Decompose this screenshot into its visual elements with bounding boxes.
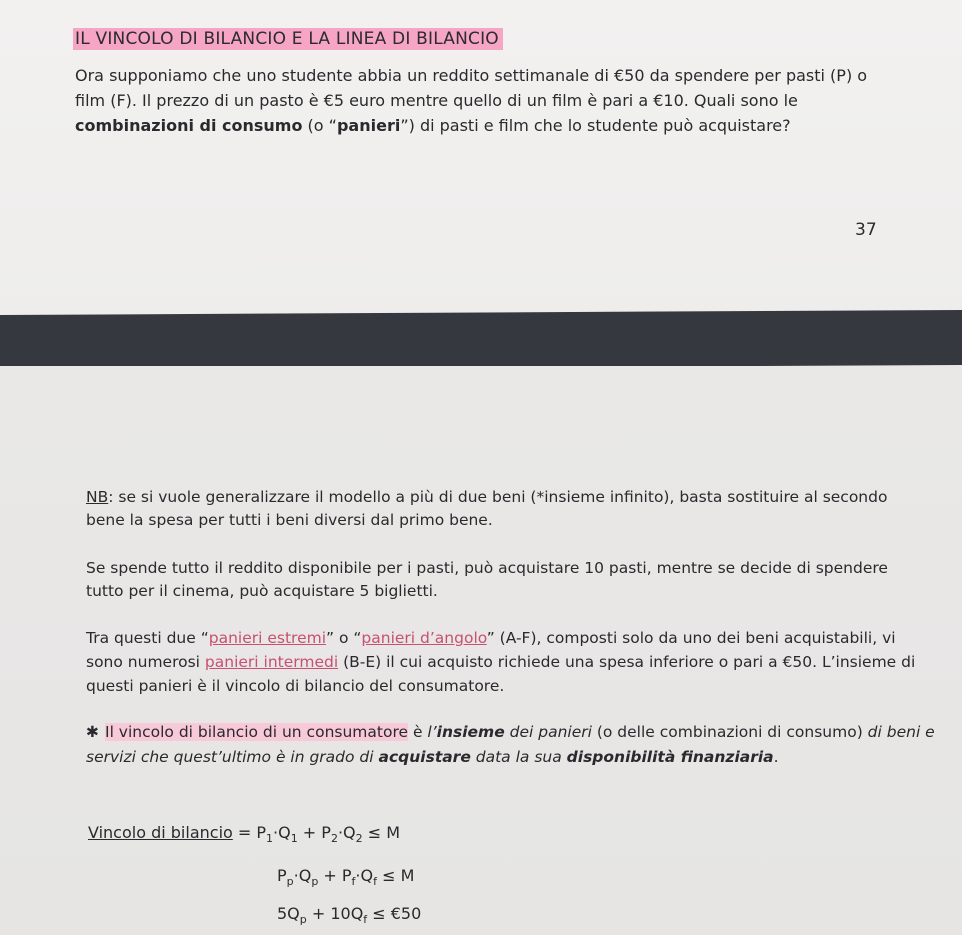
formula-line-1: Vincolo di bilancio = $P_1\cdot Q_1 + P_2\cdot Q_2 \le M$ <box>88 823 401 846</box>
nb-label: NB <box>86 488 109 506</box>
highlight-panieri-angolo: panieri d’angolo <box>361 629 487 647</box>
panieri-paragraph: Tra questi due “panieri estremi” o “panieri d’angolo” (A-F), composti solo da uno dei beni acquistabili, vi sono numerosi panieri intermedi (B-E) il cui acquisto richiede una spesa inferiore o pari a €50. L’insieme di questi panieri è il vincolo di bilancio del consumatore. <box>86 629 916 695</box>
asterisk-icon: ✱ <box>86 723 99 741</box>
highlight-panieri-intermedi: panieri intermedi <box>204 653 339 671</box>
definition-paragraph: ✱ Il vincolo di bilancio di un consumatore è l’insieme dei panieri (o delle combinazioni di consumo) di beni e servizi che quest’ultimo è in grado di acquistare data la sua disponibilità finanziaria. <box>86 723 935 766</box>
formula-label: Vincolo di bilancio <box>88 823 233 842</box>
highlight-panieri-estremi: panieri estremi <box>208 629 327 647</box>
page-number: 37 <box>855 220 877 240</box>
slide-title: IL VINCOLO DI BILANCIO E LA LINEA DI BILANCIO <box>73 28 503 50</box>
highlight-vincolo: Il vincolo di bilancio di un consumatore <box>105 723 409 741</box>
nb-paragraph: NB: se si vuole generalizzare il modello a più di due beni (*insieme infinito), basta sostituire al secondo bene la spesa per tutti i beni diversi dal primo bene. <box>86 488 888 529</box>
intro-paragraph: Ora supponiamo che uno studente abbia un reddito settimanale di €50 da spendere per pasti (P) o film (F). Il prezzo di un pasto è €5 euro mentre quello di un film è pari a €10. Quali sono le combinazioni di consumo (o “panieri”) di pasti e film che lo studente può acquistare? <box>75 66 868 135</box>
slide-divider <box>0 310 962 370</box>
formula-line-3: $5Q_p + 10Q_f$ ≤ €50 <box>277 904 422 927</box>
formula-line-2: $P_p\cdot Q_p + P_f\cdot Q_f \le M$ <box>277 866 415 889</box>
spende-paragraph: Se spende tutto il reddito disponibile per i pasti, può acquistare 10 pasti, mentre se decide di spendere tutto per il cinema, può acquistare 5 biglietti. <box>86 559 888 600</box>
